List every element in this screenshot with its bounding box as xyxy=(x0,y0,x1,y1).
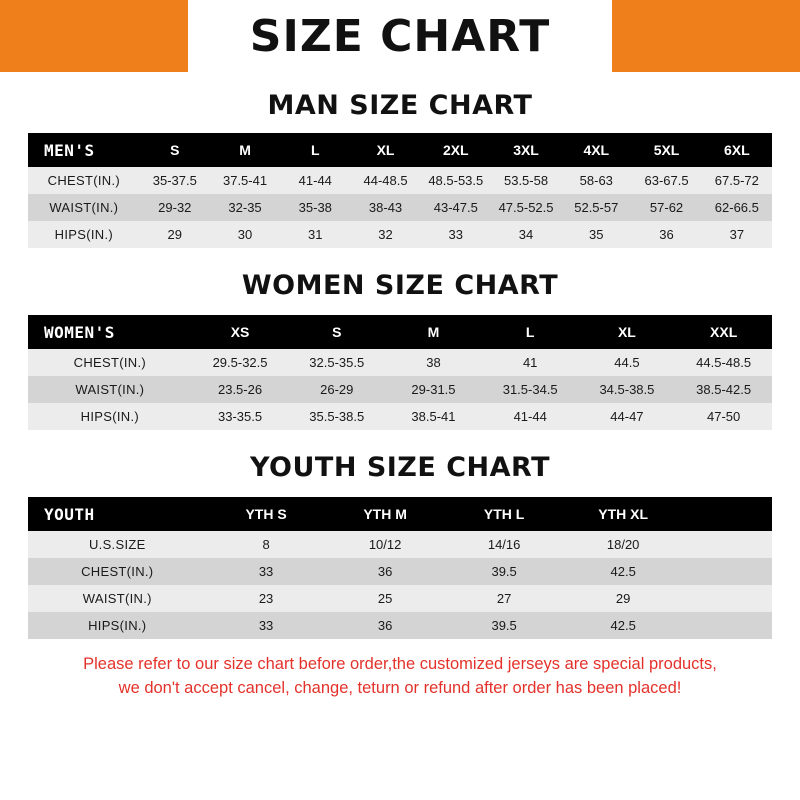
cell: 23.5-26 xyxy=(192,376,289,403)
cell: 29-32 xyxy=(140,194,210,221)
table-corner-label: YOUTH xyxy=(28,497,207,531)
column-header: 2XL xyxy=(421,133,491,167)
row-label: HIPS(IN.) xyxy=(28,221,140,248)
table-row xyxy=(28,558,772,585)
cell: 33-35.5 xyxy=(192,403,289,430)
column-header: 3XL xyxy=(491,133,561,167)
footer-note-line-1: Please refer to our size chart before order,the customized jerseys are special products, xyxy=(83,655,717,673)
column-header: XL xyxy=(350,133,420,167)
column-header: XS xyxy=(192,315,289,349)
column-header: L xyxy=(280,133,350,167)
cell: 44-47 xyxy=(579,403,676,430)
column-header: XL xyxy=(579,315,676,349)
cell: 36 xyxy=(631,221,701,248)
cell: 43-47.5 xyxy=(421,194,491,221)
cell: 41-44 xyxy=(280,167,350,194)
cell: 29.5-32.5 xyxy=(192,349,289,376)
cell: 25 xyxy=(326,585,445,612)
header-banner xyxy=(0,0,800,72)
cell: 53.5-58 xyxy=(491,167,561,194)
row-label: WAIST(IN.) xyxy=(28,376,192,403)
cell: 47.5-52.5 xyxy=(491,194,561,221)
table-row xyxy=(28,349,772,376)
footer-note xyxy=(0,653,800,701)
cell: 36 xyxy=(326,612,445,639)
cell: 41 xyxy=(482,349,579,376)
table-header-row xyxy=(28,315,772,349)
cell: 47-50 xyxy=(675,403,772,430)
row-label: WAIST(IN.) xyxy=(28,194,140,221)
cell: 41-44 xyxy=(482,403,579,430)
column-header: YTH XL xyxy=(564,497,683,531)
section-youth xyxy=(0,452,800,639)
cell: 29 xyxy=(140,221,210,248)
table-corner-label: MEN'S xyxy=(28,133,140,167)
table-man xyxy=(28,133,772,248)
cell: 37 xyxy=(702,221,772,248)
cell-spacer xyxy=(683,585,772,612)
cell: 57-62 xyxy=(631,194,701,221)
cell: 38.5-42.5 xyxy=(675,376,772,403)
cell: 38 xyxy=(385,349,482,376)
cell: 18/20 xyxy=(564,531,683,558)
table-corner-label: WOMEN'S xyxy=(28,315,192,349)
cell: 42.5 xyxy=(564,558,683,585)
table-header-row xyxy=(28,133,772,167)
column-header: 4XL xyxy=(561,133,631,167)
cell: 33 xyxy=(421,221,491,248)
cell: 38-43 xyxy=(350,194,420,221)
table-youth xyxy=(28,497,772,639)
cell: 30 xyxy=(210,221,280,248)
cell: 8 xyxy=(207,531,326,558)
column-header: L xyxy=(482,315,579,349)
cell: 44.5-48.5 xyxy=(675,349,772,376)
column-header: S xyxy=(140,133,210,167)
cell: 23 xyxy=(207,585,326,612)
page-title: SIZE CHART xyxy=(249,10,551,62)
cell: 26-29 xyxy=(288,376,385,403)
section-women xyxy=(0,270,800,430)
cell: 29 xyxy=(564,585,683,612)
section-man xyxy=(0,90,800,248)
row-label: CHEST(IN.) xyxy=(28,558,207,585)
row-label: CHEST(IN.) xyxy=(28,167,140,194)
column-header: 5XL xyxy=(631,133,701,167)
column-header: YTH M xyxy=(326,497,445,531)
row-label: CHEST(IN.) xyxy=(28,349,192,376)
table-row xyxy=(28,612,772,639)
footer-note-line-2: we don't accept cancel, change, teturn or refund after order has been placed! xyxy=(118,678,682,697)
cell-spacer xyxy=(683,531,772,558)
cell: 32 xyxy=(350,221,420,248)
cell: 34.5-38.5 xyxy=(579,376,676,403)
column-header: YTH L xyxy=(445,497,564,531)
column-header: XXL xyxy=(675,315,772,349)
cell: 36 xyxy=(326,558,445,585)
column-header: 6XL xyxy=(702,133,772,167)
cell: 62-66.5 xyxy=(702,194,772,221)
row-label: WAIST(IN.) xyxy=(28,585,207,612)
cell: 44-48.5 xyxy=(350,167,420,194)
cell: 67.5-72 xyxy=(702,167,772,194)
cell: 35-38 xyxy=(280,194,350,221)
cell: 32-35 xyxy=(210,194,280,221)
row-label: U.S.SIZE xyxy=(28,531,207,558)
cell: 37.5-41 xyxy=(210,167,280,194)
cell: 34 xyxy=(491,221,561,248)
cell: 35-37.5 xyxy=(140,167,210,194)
section-title-youth: YOUTH SIZE CHART xyxy=(249,452,551,483)
section-title-man: MAN SIZE CHART xyxy=(267,90,533,121)
cell: 44.5 xyxy=(579,349,676,376)
column-header: M xyxy=(210,133,280,167)
cell: 58-63 xyxy=(561,167,631,194)
cell: 35.5-38.5 xyxy=(288,403,385,430)
cell: 48.5-53.5 xyxy=(421,167,491,194)
table-row xyxy=(28,167,772,194)
cell: 31.5-34.5 xyxy=(482,376,579,403)
table-row xyxy=(28,221,772,248)
cell: 39.5 xyxy=(445,558,564,585)
cell: 42.5 xyxy=(564,612,683,639)
column-header: S xyxy=(288,315,385,349)
table-row xyxy=(28,585,772,612)
column-header-spacer xyxy=(683,497,772,531)
cell: 27 xyxy=(445,585,564,612)
column-header: M xyxy=(385,315,482,349)
cell: 52.5-57 xyxy=(561,194,631,221)
cell: 33 xyxy=(207,558,326,585)
table-row xyxy=(28,531,772,558)
cell: 14/16 xyxy=(445,531,564,558)
table-women xyxy=(28,315,772,430)
cell: 29-31.5 xyxy=(385,376,482,403)
cell: 63-67.5 xyxy=(631,167,701,194)
table-header-row xyxy=(28,497,772,531)
column-header: YTH S xyxy=(207,497,326,531)
cell-spacer xyxy=(683,558,772,585)
cell: 32.5-35.5 xyxy=(288,349,385,376)
table-row xyxy=(28,403,772,430)
cell: 31 xyxy=(280,221,350,248)
row-label: HIPS(IN.) xyxy=(28,612,207,639)
cell: 39.5 xyxy=(445,612,564,639)
cell: 10/12 xyxy=(326,531,445,558)
cell: 33 xyxy=(207,612,326,639)
row-label: HIPS(IN.) xyxy=(28,403,192,430)
table-row xyxy=(28,194,772,221)
cell: 35 xyxy=(561,221,631,248)
table-row xyxy=(28,376,772,403)
section-title-women: WOMEN SIZE CHART xyxy=(241,270,559,301)
cell-spacer xyxy=(683,612,772,639)
cell: 38.5-41 xyxy=(385,403,482,430)
